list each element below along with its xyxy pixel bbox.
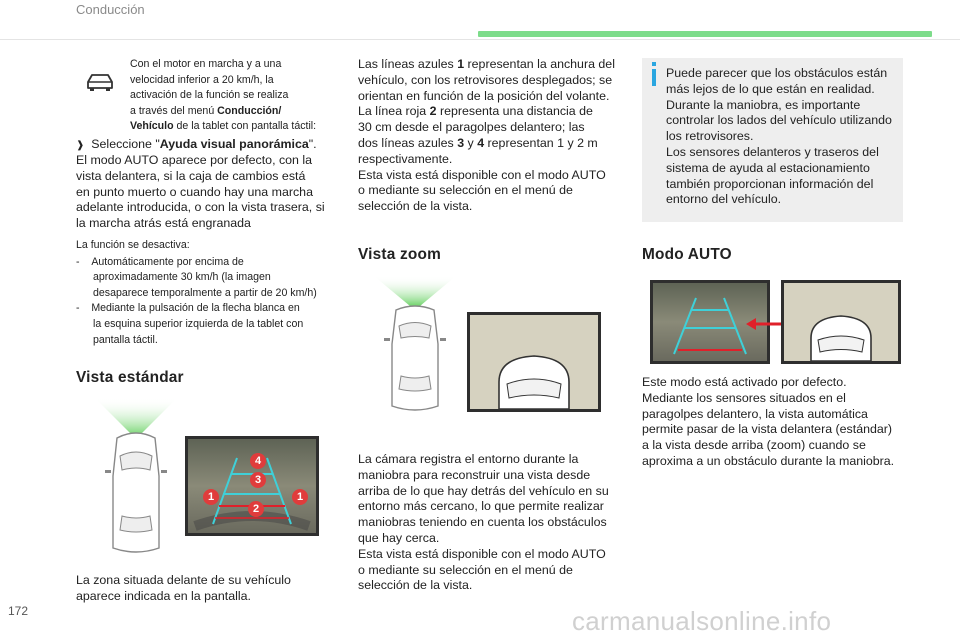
info-text: Puede parecer que los obstáculos están más lejos de lo que están en realidad. Durante la maniobra, es importante controlar los lados del vehículo utilizando los retrovisores. Los sensores delanteros y traseros del sistema de ayuda al estacionamiento también proporcionan información del entorno del vehículo. [666,66,892,207]
info-icon [652,62,656,66]
zoom-view-car-illustration [370,276,460,416]
header-divider [0,39,960,40]
auto-default-text: El modo AUTO aparece por defecto, con la vista delantera, si la caja de cambios está en punto muerto o cuando hay una marcha adelante introducida, o con la vista trasera, si la marcha atrás está engranada [76,153,325,231]
watermark: carmanualsonline.info [572,606,832,636]
info-icon-bar [652,69,656,86]
standard-view-caption: La zona situada delante de su vehículo aparece indicada en la pantalla. [76,573,291,603]
zoom-view-title: Vista zoom [358,246,441,263]
auto-mode-text: Este modo está activado por defecto. Mediante los sensores situados en el paragolpes delantero, la vista automática permite pasar de la vista delantera (estándar) a la vista desde arriba (zoom) cuando se aproxima a un obstáculo durante la maniobra. [642,375,895,468]
standard-view-title: Vista estándar [76,369,184,386]
car-icon [84,70,116,92]
page-number: 172 [8,604,29,618]
marker-1-right: 1 [292,489,308,505]
intro-text: Con el motor en marcha y a una velocidad inferior a 20 km/h, la activación de la función se realiza a través del menú Conducción/ Vehículo de la tablet con pantalla táctil: [130,58,317,133]
marker-1-left: 1 [203,489,219,505]
auto-mode-title: Modo AUTO [642,246,732,263]
standard-view-car-illustration [95,398,177,558]
header-accent-bar [478,31,932,37]
auto-mode-zoom-screen [781,280,901,364]
zoom-view-text: La cámara registra el entorno durante la maniobra para reconstruir una vista desde arriba de lo que hay detrás del vehículo en su entorno más cercano, lo que permite realizar maniobras teniendo en cuenta los obstáculos que hay cerca. Esta vista está disponible con el modo AUTO o mediante su selección en el menú de selección de la vista. [358,452,609,593]
marker-3: 3 [250,472,266,488]
marker-4: 4 [250,453,266,469]
marker-2: 2 [248,501,264,517]
select-instruction: ❱ Seleccione "Ayuda visual panorámica". [76,137,317,151]
zoom-view-camera-screen [467,312,601,412]
deactivation-list: La función se desactiva: - Automáticamente por encima de aproximadamente 30 km/h (la imagen desaparece temporalmente a partir de 20 km/h) - Mediante la pulsación de la flecha blanca en la esquina superior izquierda de la tablet con pantalla táctil. [76,239,317,346]
guide-lines-text: Las líneas azules 1 representan la anchura del vehículo, con los retrovisores desplegados; se orientan en función de la posición del volante. La línea roja 2 representa una distancia de 30 cm desde el paragolpes delantero; las dos líneas azules 3 y 4 representan 1 y 2 m respectivamente. Esta vista está disponible con el modo AUTO o mediante su selección en el menú de selección de la vista. [358,57,615,214]
bullet-arrow-icon: ❱ [76,140,85,151]
section-title: Conducción [76,2,145,17]
